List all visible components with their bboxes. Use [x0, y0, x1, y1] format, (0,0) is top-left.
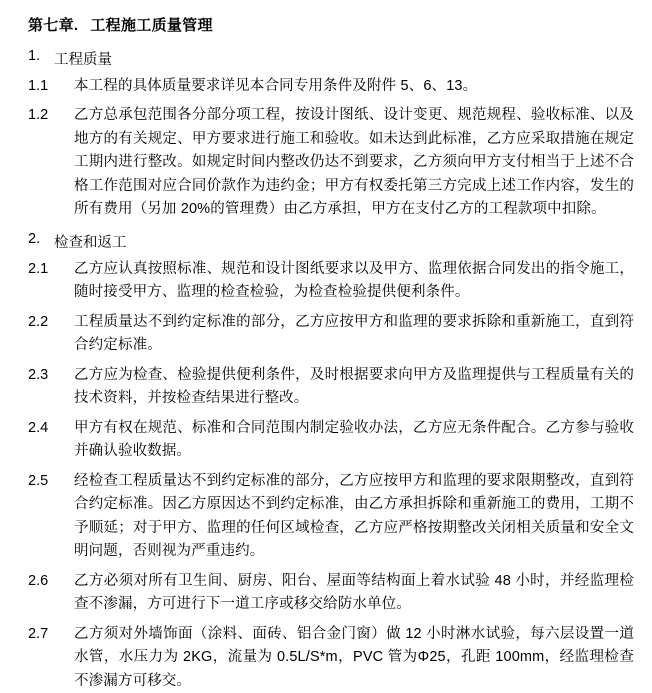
clause: [28, 258, 634, 305]
clause: [28, 417, 634, 464]
clause: [28, 311, 634, 358]
clause-text: 甲方有权在规范、标准和合同范围内制定验收办法，乙方应无条件配合。乙方参与验收并确认验收数据。: [74, 419, 634, 460]
page-title: [28, 14, 634, 35]
clause: [28, 470, 634, 564]
chapter-number: 第七章.: [28, 17, 79, 34]
section-heading: [28, 48, 634, 69]
clause: [28, 570, 634, 617]
clause-text: 乙方必须对所有卫生间、厨房、阳台、屋面等结构面上着水试验 48 小时，并经监理检查不渗漏，方可进行下一道工序或移交给防水单位。: [74, 572, 634, 613]
clause-text: 乙方应认真按照标准、规范和设计图纸要求以及甲方、监理依据合同发出的指令施工，随时接受甲方、监理的检查检验，为检查检验提供便利条件。: [74, 260, 634, 301]
clause-text: 工程质量达不到约定标准的部分，乙方应按甲方和监理的要求拆除和重新施工，直到符合约定标准。: [74, 313, 634, 354]
clause-number: 2.7: [28, 625, 49, 642]
clause-number: 2.4: [28, 419, 49, 436]
clause-number: 2.5: [28, 472, 49, 489]
clause: [28, 623, 634, 693]
clause: [28, 75, 634, 98]
clause-text: 乙方须对外墙饰面（涂料、面砖、铝合金门窗）做 12 小时淋水试验，每六层设置一道水管，水压力为 2KG，流量为 0.5L/S*m，PVC 管为Φ25，孔距 100mm，经监理检查不渗漏方可移交。: [74, 625, 634, 689]
clause: [28, 104, 634, 221]
clause-text: 乙方总承包范围各分部分项工程，按设计图纸、设计变更、规范规程、验收标准、以及地方的有关规定、甲方要求进行施工和验收。如未达到此标准，乙方应采取措施在规定工期内进行整改。如规定时间内整改仍达不到要求，乙方须向甲方支付相当于上述不合格工作范围对应合同价款作为违约金；甲方有权委托第三方完成上述工作内容，发生的所有费用（另加 20%的管理费）由乙方承担，甲方在支付乙方的工程款项中扣除。: [74, 107, 634, 218]
clause-number: 2.2: [28, 313, 49, 330]
clause-text: 经检查工程质量达不到约定标准的部分，乙方应按甲方和监理的要求限期整改，直到符合约定标准。因乙方原因达不到约定标准，由乙方承担拆除和重新施工的费用，工期不予顺延；对于甲方、监理的任何区域检查，乙方应严格按期整改关闭相关质量和安全文明问题，否则视为严重违约。: [74, 472, 634, 560]
chapter-title-text: 工程施工质量管理: [90, 17, 213, 34]
section-number: 1.: [28, 48, 41, 64]
section-heading: [28, 231, 634, 252]
clause-number: 2.1: [28, 260, 49, 277]
section-title: 检查和返工: [54, 234, 127, 251]
clause-text: 本工程的具体质量要求详见本合同专用条件及附件 5、6、13。: [74, 78, 478, 94]
clause-number: 2.6: [28, 572, 49, 589]
clause: [28, 364, 634, 411]
section-number: 2.: [28, 230, 41, 247]
section-title: 工程质量: [54, 52, 112, 68]
clause-number: 1.1: [28, 78, 49, 94]
clause-text: 乙方应为检查、检验提供便利条件，及时根据要求向甲方及监理提供与工程质量有关的技术资料，并按检查结果进行整改。: [74, 366, 634, 407]
clause-number: 2.3: [28, 366, 49, 383]
clause-number: 1.2: [28, 107, 49, 124]
